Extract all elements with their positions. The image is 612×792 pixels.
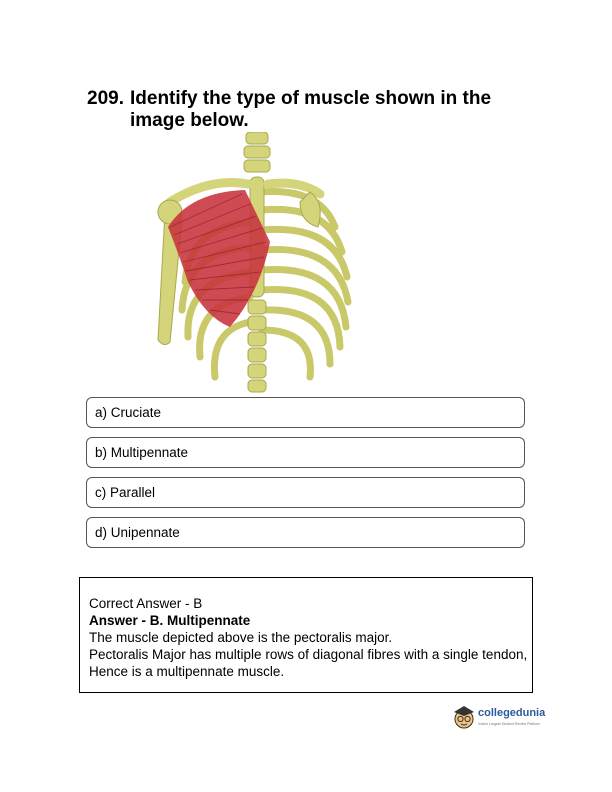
explanation-line-1: The muscle depicted above is the pectoralis major. [89, 630, 393, 645]
option-a[interactable]: a) Cruciate [86, 397, 525, 428]
answer-box [79, 577, 533, 693]
collegedunia-logo [452, 703, 562, 737]
logo-tagline: India's Largest Student Review Platform [478, 722, 541, 726]
mascot-icon [452, 703, 476, 733]
answer-line: Answer - B. Multipennate [89, 613, 251, 628]
option-b[interactable]: b) Multipennate [86, 437, 525, 468]
question-text: Identify the type of muscle shown in the image below. [130, 88, 492, 131]
option-c[interactable]: c) Parallel [86, 477, 525, 508]
option-d[interactable]: d) Unipennate [86, 517, 525, 548]
pectoralis-major-illustration [150, 132, 365, 394]
logo-name: collegedunia [478, 707, 546, 719]
explanation-line-2: Pectoralis Major has multiple rows of diagonal fibres with a single tendon, Hence is a multipennate muscle. [89, 647, 528, 679]
correct-answer-line: Correct Answer - B [89, 596, 203, 611]
question-number: 209. [87, 88, 124, 109]
